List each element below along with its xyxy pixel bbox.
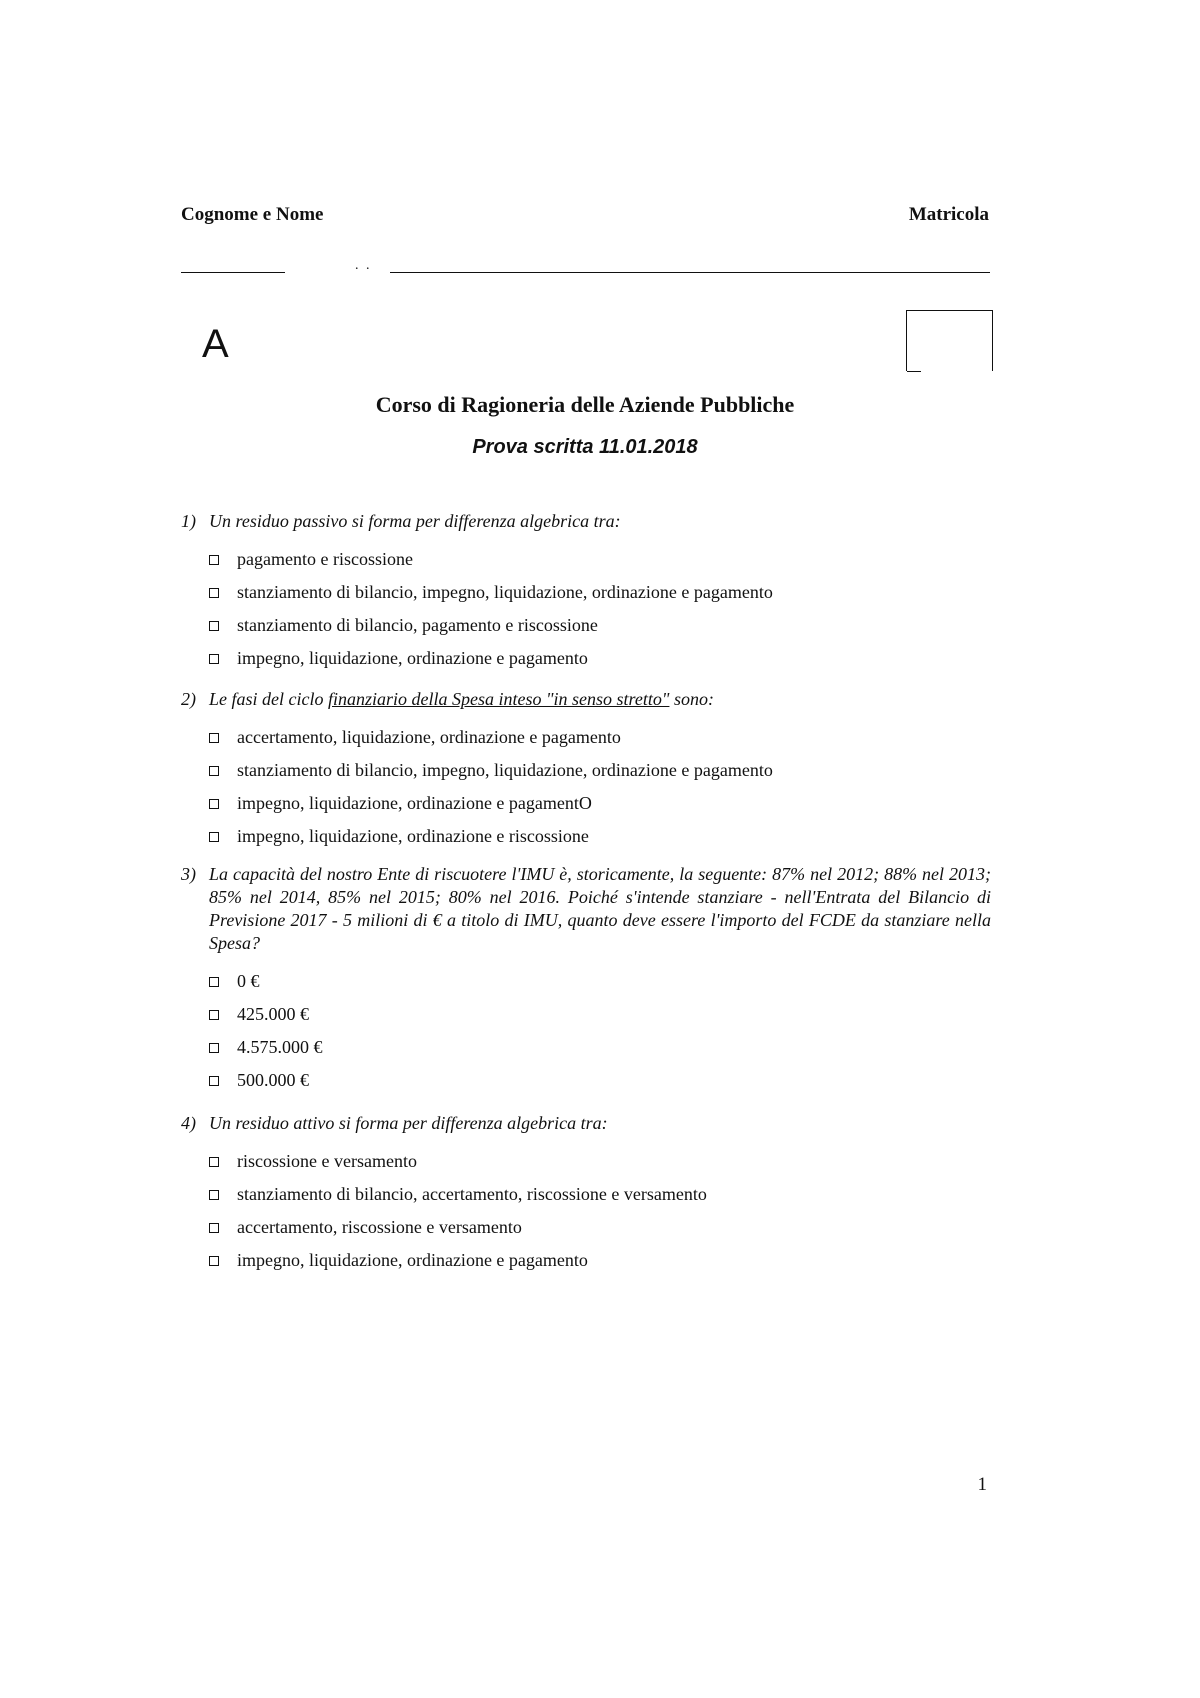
question-number: 3) [181, 864, 196, 884]
course-title: Corso di Ragioneria delle Aziende Pubbliche [375, 392, 795, 417]
question-3 [181, 863, 991, 1097]
checkbox-icon[interactable] [209, 555, 219, 565]
checkbox-icon[interactable] [209, 588, 219, 598]
answer-option[interactable]: impegno, liquidazione, ordinazione e pagamento [209, 1244, 991, 1277]
checkbox-icon[interactable] [209, 1010, 219, 1020]
checkbox-icon[interactable] [209, 1223, 219, 1233]
answer-option[interactable]: impegno, liquidazione, ordinazione e riscossione [209, 820, 991, 853]
answer-option[interactable]: accertamento, liquidazione, ordinazione e pagamento [209, 721, 991, 754]
checkbox-icon[interactable] [209, 766, 219, 776]
checkbox-icon[interactable] [209, 1076, 219, 1086]
checkbox-icon[interactable] [209, 1190, 219, 1200]
answer-option[interactable]: riscossione e versamento [209, 1145, 991, 1178]
question-text: Le fasi del ciclo finanziario della Spesa inteso "in senso stretto" sono: [209, 689, 714, 709]
answer-option[interactable]: pagamento e riscossione [209, 543, 991, 576]
exam-title: Prova scritta 11.01.2018 [472, 436, 698, 458]
checkbox-icon[interactable] [209, 654, 219, 664]
question-text: Un residuo attivo si forma per differenza algebrica tra: [209, 1113, 608, 1133]
page-number: 1 [977, 1474, 987, 1495]
name-field-line[interactable] [181, 272, 285, 273]
answer-option[interactable]: 500.000 € [209, 1064, 991, 1097]
form-letter: A [202, 322, 229, 366]
answer-option[interactable]: 0 € [209, 965, 991, 998]
checkbox-icon[interactable] [209, 1043, 219, 1053]
checkbox-icon[interactable] [209, 1256, 219, 1266]
answer-option[interactable]: impegno, liquidazione, ordinazione e pagamento [209, 642, 991, 675]
checkbox-icon[interactable] [209, 733, 219, 743]
dots-divider: . . [355, 258, 372, 273]
checkbox-icon[interactable] [209, 799, 219, 809]
question-number: 1) [181, 511, 196, 531]
underlined-text: finanziario della Spesa inteso "in senso stretto" [327, 689, 670, 709]
answer-option[interactable]: 425.000 € [209, 998, 991, 1031]
question-number: 4) [181, 1113, 196, 1133]
checkbox-icon[interactable] [209, 621, 219, 631]
checkbox-icon[interactable] [209, 977, 219, 987]
question-4 [181, 1112, 991, 1277]
checkbox-icon[interactable] [209, 832, 219, 842]
answer-option[interactable]: stanziamento di bilancio, impegno, liquidazione, ordinazione e pagamento [209, 576, 991, 609]
answer-option[interactable]: impegno, liquidazione, ordinazione e pagamentO [209, 787, 991, 820]
answer-option[interactable]: stanziamento di bilancio, accertamento, riscossione e versamento [209, 1178, 991, 1211]
matricola-field-line[interactable] [390, 272, 990, 273]
question-1 [181, 510, 991, 675]
question-text: Un residuo passivo si forma per differenza algebrica tra: [209, 511, 621, 531]
answer-option[interactable]: accertamento, riscossione e versamento [209, 1211, 991, 1244]
name-label: Cognome e Nome [181, 204, 324, 225]
question-text: La capacità del nostro Ente di riscuotere l'IMU è, storicamente, la seguente: 87% nel 2012; 88% nel 2013; 85% nel 2014, 85% nel 2015; 80% nel 2016. Poiché s'intende stanziare - nell'Entrata del Bilancio di Previsione 2017 - 5 milioni di € a titolo di IMU, quanto deve essere l'importo del FCDE da stanziare nella Spesa? [209, 864, 991, 953]
question-number: 2) [181, 689, 196, 709]
answer-option[interactable]: 4.575.000 € [209, 1031, 991, 1064]
answer-option[interactable]: stanziamento di bilancio, impegno, liquidazione, ordinazione e pagamento [209, 754, 991, 787]
grade-box [906, 310, 993, 371]
answer-option[interactable]: stanziamento di bilancio, pagamento e riscossione [209, 609, 991, 642]
matricola-label: Matricola [908, 204, 989, 225]
question-2 [181, 688, 991, 853]
checkbox-icon[interactable] [209, 1157, 219, 1167]
